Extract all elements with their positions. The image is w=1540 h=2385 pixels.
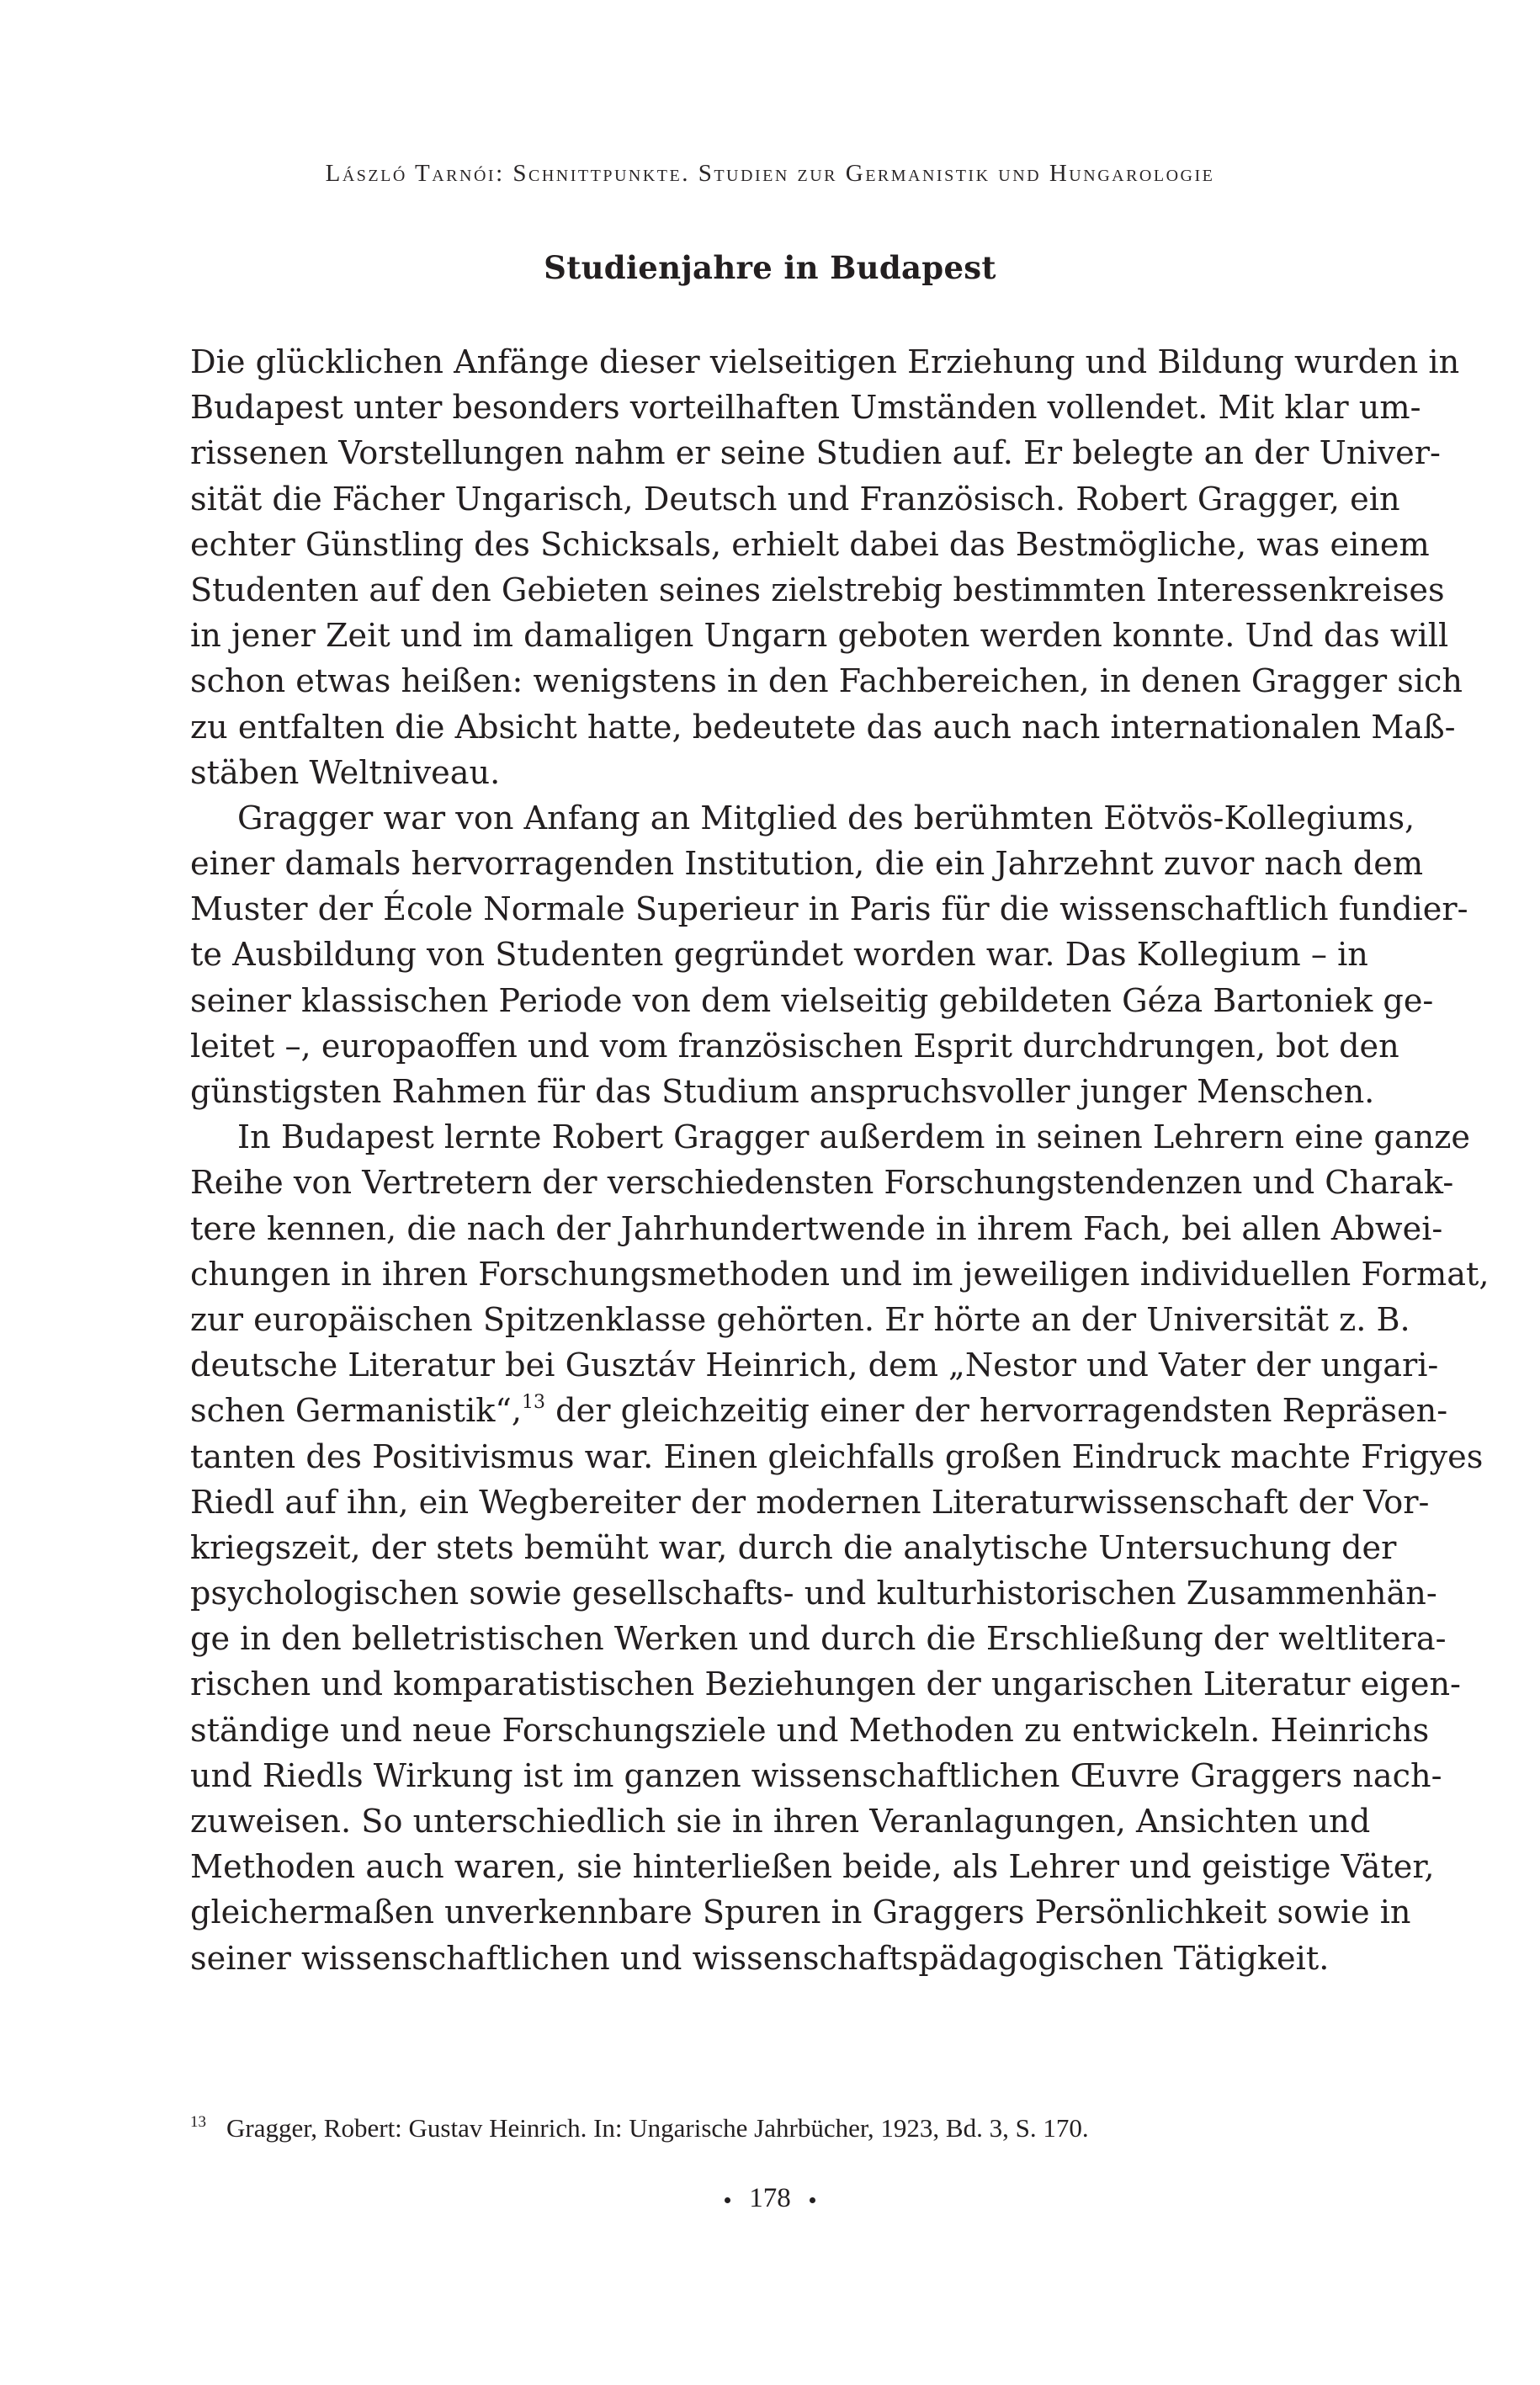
text-line: ständige und neue Forschungsziele und Methoden zu entwickeln. Heinrichs [190,1712,1430,1750]
text-line: schon etwas heißen: wenigstens in den Fachbereichen, in denen Gragger sich [190,663,1463,701]
text-segment: der gleichzeitig einer der hervorragendsten Repräsen- [545,1393,1448,1431]
text-line: rischen und komparatistischen Beziehungen der ungarischen Literatur eigen- [190,1666,1461,1704]
text-line: kriegszeit, der stets bemüht war, durch die analytische Untersuchung der [190,1529,1397,1567]
text-line: In Budapest lernte Robert Gragger außerdem in seinen Lehrern eine ganze [237,1119,1470,1157]
text-line: echter Günstling des Schicksals, erhielt dabei das Bestmögliche, was einem [190,526,1430,564]
text-line: einer damals hervorragenden Institution, die ein Jahrzehnt zuvor nach dem [190,846,1424,884]
page-number: 178 [749,2183,791,2213]
text-line: Riedl auf ihn, ein Wegbereiter der modernen Literaturwissenschaft der Vor- [190,1484,1430,1522]
text-line: in jener Zeit und im damaligen Ungarn geboten werden konnte. Und das will [190,618,1449,656]
text-line: und Riedls Wirkung ist im ganzen wissenschaftlichen Œuvre Graggers nach- [190,1757,1442,1795]
page-number-footer [0,2183,1540,2214]
footnote [190,2106,1340,2145]
running-head: László Tarnói: Schnittpunkte. Studien zur Germanistik und Hungarologie [325,160,1215,187]
footnote-reference[interactable]: 13 [522,1392,546,1414]
bullet-icon [810,2197,815,2203]
text-line: te Ausbildung von Studenten gegründet worden war. Das Kollegium – in [190,937,1368,975]
text-segment: schen Germanistik“, [190,1393,523,1431]
text-line: sität die Fächer Ungarisch, Deutsch und Französisch. Robert Gragger, ein [190,481,1400,518]
text-line: Budapest unter besonders vorteilhaften Umständen vollendet. Mit klar um- [190,390,1421,428]
text-line: Die glücklichen Anfänge dieser vielseitigen Erziehung und Bildung wurden in [190,344,1460,381]
text-line: seiner klassischen Periode von dem vielseitig gebildeten Géza Bartoniek ge- [190,982,1434,1020]
text-line: psychologischen sowie gesellschafts- und kulturhistorischen Zusammenhän- [190,1575,1437,1613]
text-line: zur europäischen Spitzenklasse gehörten. Er hörte an der Universität z. B. [190,1301,1410,1339]
footnote-number: 13 [190,2113,206,2131]
footnote-text: Gragger, Robert: Gustav Heinrich. In: Ungarische Jahrbücher, 1923, Bd. 3, S. 170. [226,2113,1089,2143]
text-line: Muster der École Normale Superieur in Paris für die wissenschaftlich fundier- [190,891,1468,929]
text-line: Methoden auch waren, sie hinterließen beide, als Lehrer und geistige Väter, [190,1849,1435,1887]
text-line: tere kennen, die nach der Jahrhundertwende in ihrem Fach, bei allen Abwei- [190,1210,1443,1248]
text-line: tanten des Positivismus war. Einen gleichfalls großen Eindruck machte Frigyes [190,1438,1484,1476]
text-line: chungen in ihren Forschungsmethoden und im jeweiligen individuellen Format, [190,1256,1490,1293]
text-line: zu entfalten die Absicht hatte, bedeutete das auch nach internationalen Maß- [190,709,1456,746]
text-line: leitet –, europaoffen und vom französischen Esprit durchdrungen, bot den [190,1028,1399,1065]
text-line: Gragger war von Anfang an Mitglied des berühmten Eötvös-Kollegiums, [237,799,1415,837]
section-title: Studienjahre in Budapest [544,249,996,286]
text-line: ge in den belletristischen Werken und durch die Erschließung der weltlitera- [190,1621,1447,1659]
text-line: deutsche Literatur bei Gusztáv Heinrich, dem „Nestor und Vater der ungari- [190,1347,1439,1385]
text-line-with-footnote [190,1389,1448,1434]
text-line: günstigsten Rahmen für das Studium anspruchsvoller junger Menschen. [190,1074,1375,1111]
text-line: rissenen Vorstellungen nahm er seine Studien auf. Er belegte an der Univer- [190,435,1441,473]
text-line: Reihe von Vertretern der verschiedensten Forschungstendenzen und Charak- [190,1165,1454,1203]
text-line: seiner wissenschaftlichen und wissenschaftspädagogischen Tätigkeit. [190,1940,1330,1978]
text-line: gleichermaßen unverkennbare Spuren in Graggers Persönlichkeit sowie in [190,1894,1411,1932]
text-line: stäben Weltniveau. [190,754,501,792]
body-text [190,340,1490,1982]
bullet-icon [725,2197,730,2203]
text-line: Studenten auf den Gebieten seines zielstrebig bestimmten Interessenkreises [190,571,1445,609]
text-line: zuweisen. So unterschiedlich sie in ihren Veranlagungen, Ansichten und [190,1803,1371,1841]
